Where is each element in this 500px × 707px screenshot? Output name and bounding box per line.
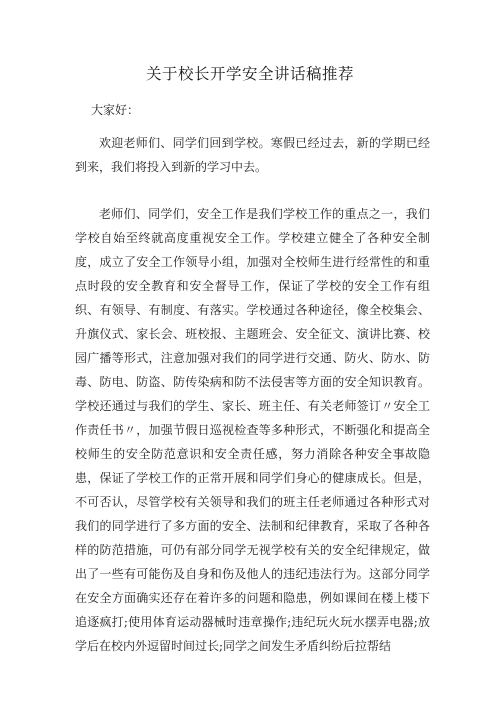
document-title: 关于校长开学安全讲话稿推荐	[145, 65, 354, 83]
greeting-line: 大家好：	[91, 103, 140, 117]
paragraph-welcome: 欢迎老师们、同学们回到学校。寒假已经过去，新的学期已经到来，我们将投入到新的学习中去。	[75, 136, 430, 174]
paragraph-safety: 老师们、同学们，安全工作是我们学校工作的重点之一，我们学校自始至终就高度重视安全工作。学校建立健全了各种安全制度，成立了安全工作领导小组，加强对全校师生进行经常性的和重点时段的安全教育和安全督导工作，保证了学校的安全工作有组织、有领导、有制度、有落实。学校通过各种途径，像全校集会、升旗仪式、家长会、班校报、主题班会、安全征文、演讲比赛、校园广播等形式，注意加强对我们的同学进行交通、防火、防水、防毒、防电、防盗、防传染病和防不法侵害等方面的安全知识教育。学校还通过与我们的学生、家长、班主任、有关老师签订〃安全工作责任书〃，加强节假日巡视检查等多种形式，不断强化和提高全校师生的安全防范意识和安全责任感，努力消除各种安全事故隐患，保证了学校工作的正常开展和同学们身心的健康成长。但是，不可否认，尽管学校有关领导和我们的班主任老师通过各种形式对我们的同学进行了多方面的安全、法制和纪律教育，采取了各种各样的防范措施，可仍有部分同学无视学校有关的安全纪律规定，做出了一些有可能伤及自身和伤及他人的违纪违法行为。这部分同学在安全方面确实还存在着许多的问题和隐患，例如课间在楼上楼下追逐疯打;使用体育运动器械时违章操作;违纪玩火玩水摆弄电器;放学后在校内外逗留时间过长;同学之间发生矛盾纠纷后拉帮结	[75, 207, 430, 653]
